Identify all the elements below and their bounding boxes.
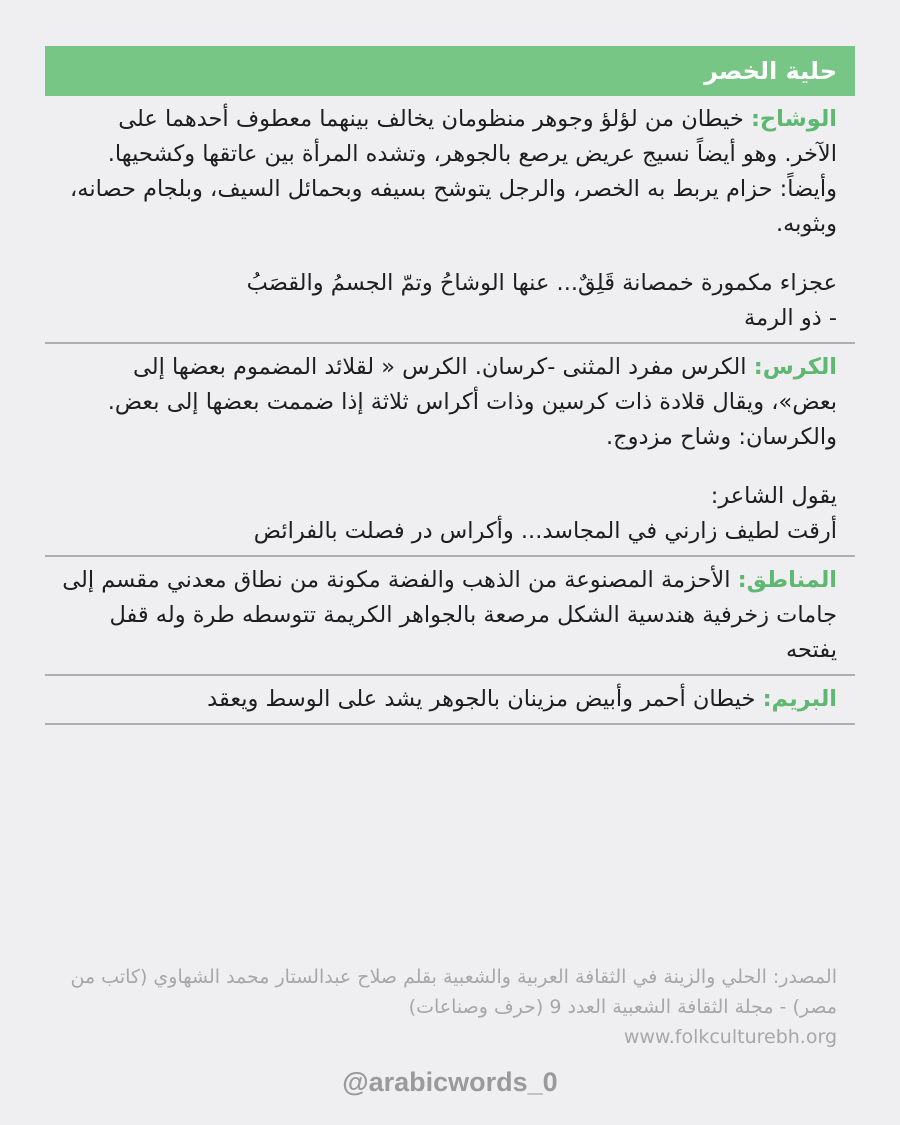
entry-barim	[45, 676, 855, 725]
verse: أرقت لطيف زارني في المجاسد... وأكراس در فصلت بالفرائض	[253, 518, 837, 544]
entry-term: المناطق:	[737, 567, 837, 593]
entry-definition	[61, 563, 837, 668]
entry-kurs	[45, 344, 855, 557]
verse: عجزاء مكمورة خمصانة قَلِقٌ... عنها الوشاحُ وتمّ الجسمُ والقصَبُ	[246, 270, 837, 296]
entry-term: الوشاح:	[750, 106, 837, 132]
source-text: المصدر: الحلي والزينة في الثقافة العربية والشعبية بقلم صلاح عبدالستار محمد الشهاوي (كاتب من مصر) - مجلة الثقافة الشعبية العدد 9 (حرف وصناعات)	[70, 966, 837, 1018]
entry-definition	[61, 102, 837, 242]
poet-intro: يقول الشاعر:	[710, 483, 837, 509]
source-citation	[45, 962, 837, 1052]
entry-text: الكرس مفرد المثنى -كرسان. الكرس « لقلائد المضموم بعضها إلى بعض»، ويقال قلادة ذات كرسين وذات أكراس ثلاثة إذا ضممت بعضها إلى بعض. والكرسان: وشاح مزدوج.	[107, 354, 837, 450]
header-bar	[45, 46, 855, 96]
article-card	[45, 46, 855, 725]
page-title: حلية الخصر	[704, 57, 837, 85]
entry-term: البريم:	[762, 686, 837, 712]
entry-term: الكرس:	[753, 354, 837, 380]
entry-definition	[61, 350, 837, 455]
verse-author: - ذو الرمة	[744, 305, 837, 331]
entry-text: خيطان من لؤلؤ وجوهر منظومان يخالف بينهما معطوف أحدهما على الآخر. وهو أيضاً نسيج عريض يرصع بالجوهر، وتشده المرأة بين عاتقها وكشحيها. وأيضاً: حزام يربط به الخصر، والرجل يتوشح بسيفه وبحمائل السيف، وبلجام حصانه، وبثوبه.	[70, 106, 837, 237]
entry-wishah	[45, 96, 855, 344]
spacer	[61, 455, 837, 479]
entry-text: الأحزمة المصنوعة من الذهب والفضة مكونة من نطاق معدني مقسم إلى جامات زخرفية هندسية الشكل مرصعة بالجواهر الكريمة تتوسطه طرة وله قفل يفتحه	[62, 567, 837, 663]
spacer	[61, 242, 837, 266]
account-handle: @arabicwords_0	[342, 1067, 558, 1097]
entry-definition	[61, 682, 837, 717]
entry-manatiq	[45, 557, 855, 676]
source-url: www.folkculturebh.org	[623, 1026, 837, 1048]
entry-text: خيطان أحمر وأبيض مزينان بالجوهر يشد على الوسط ويعقد	[207, 686, 763, 712]
